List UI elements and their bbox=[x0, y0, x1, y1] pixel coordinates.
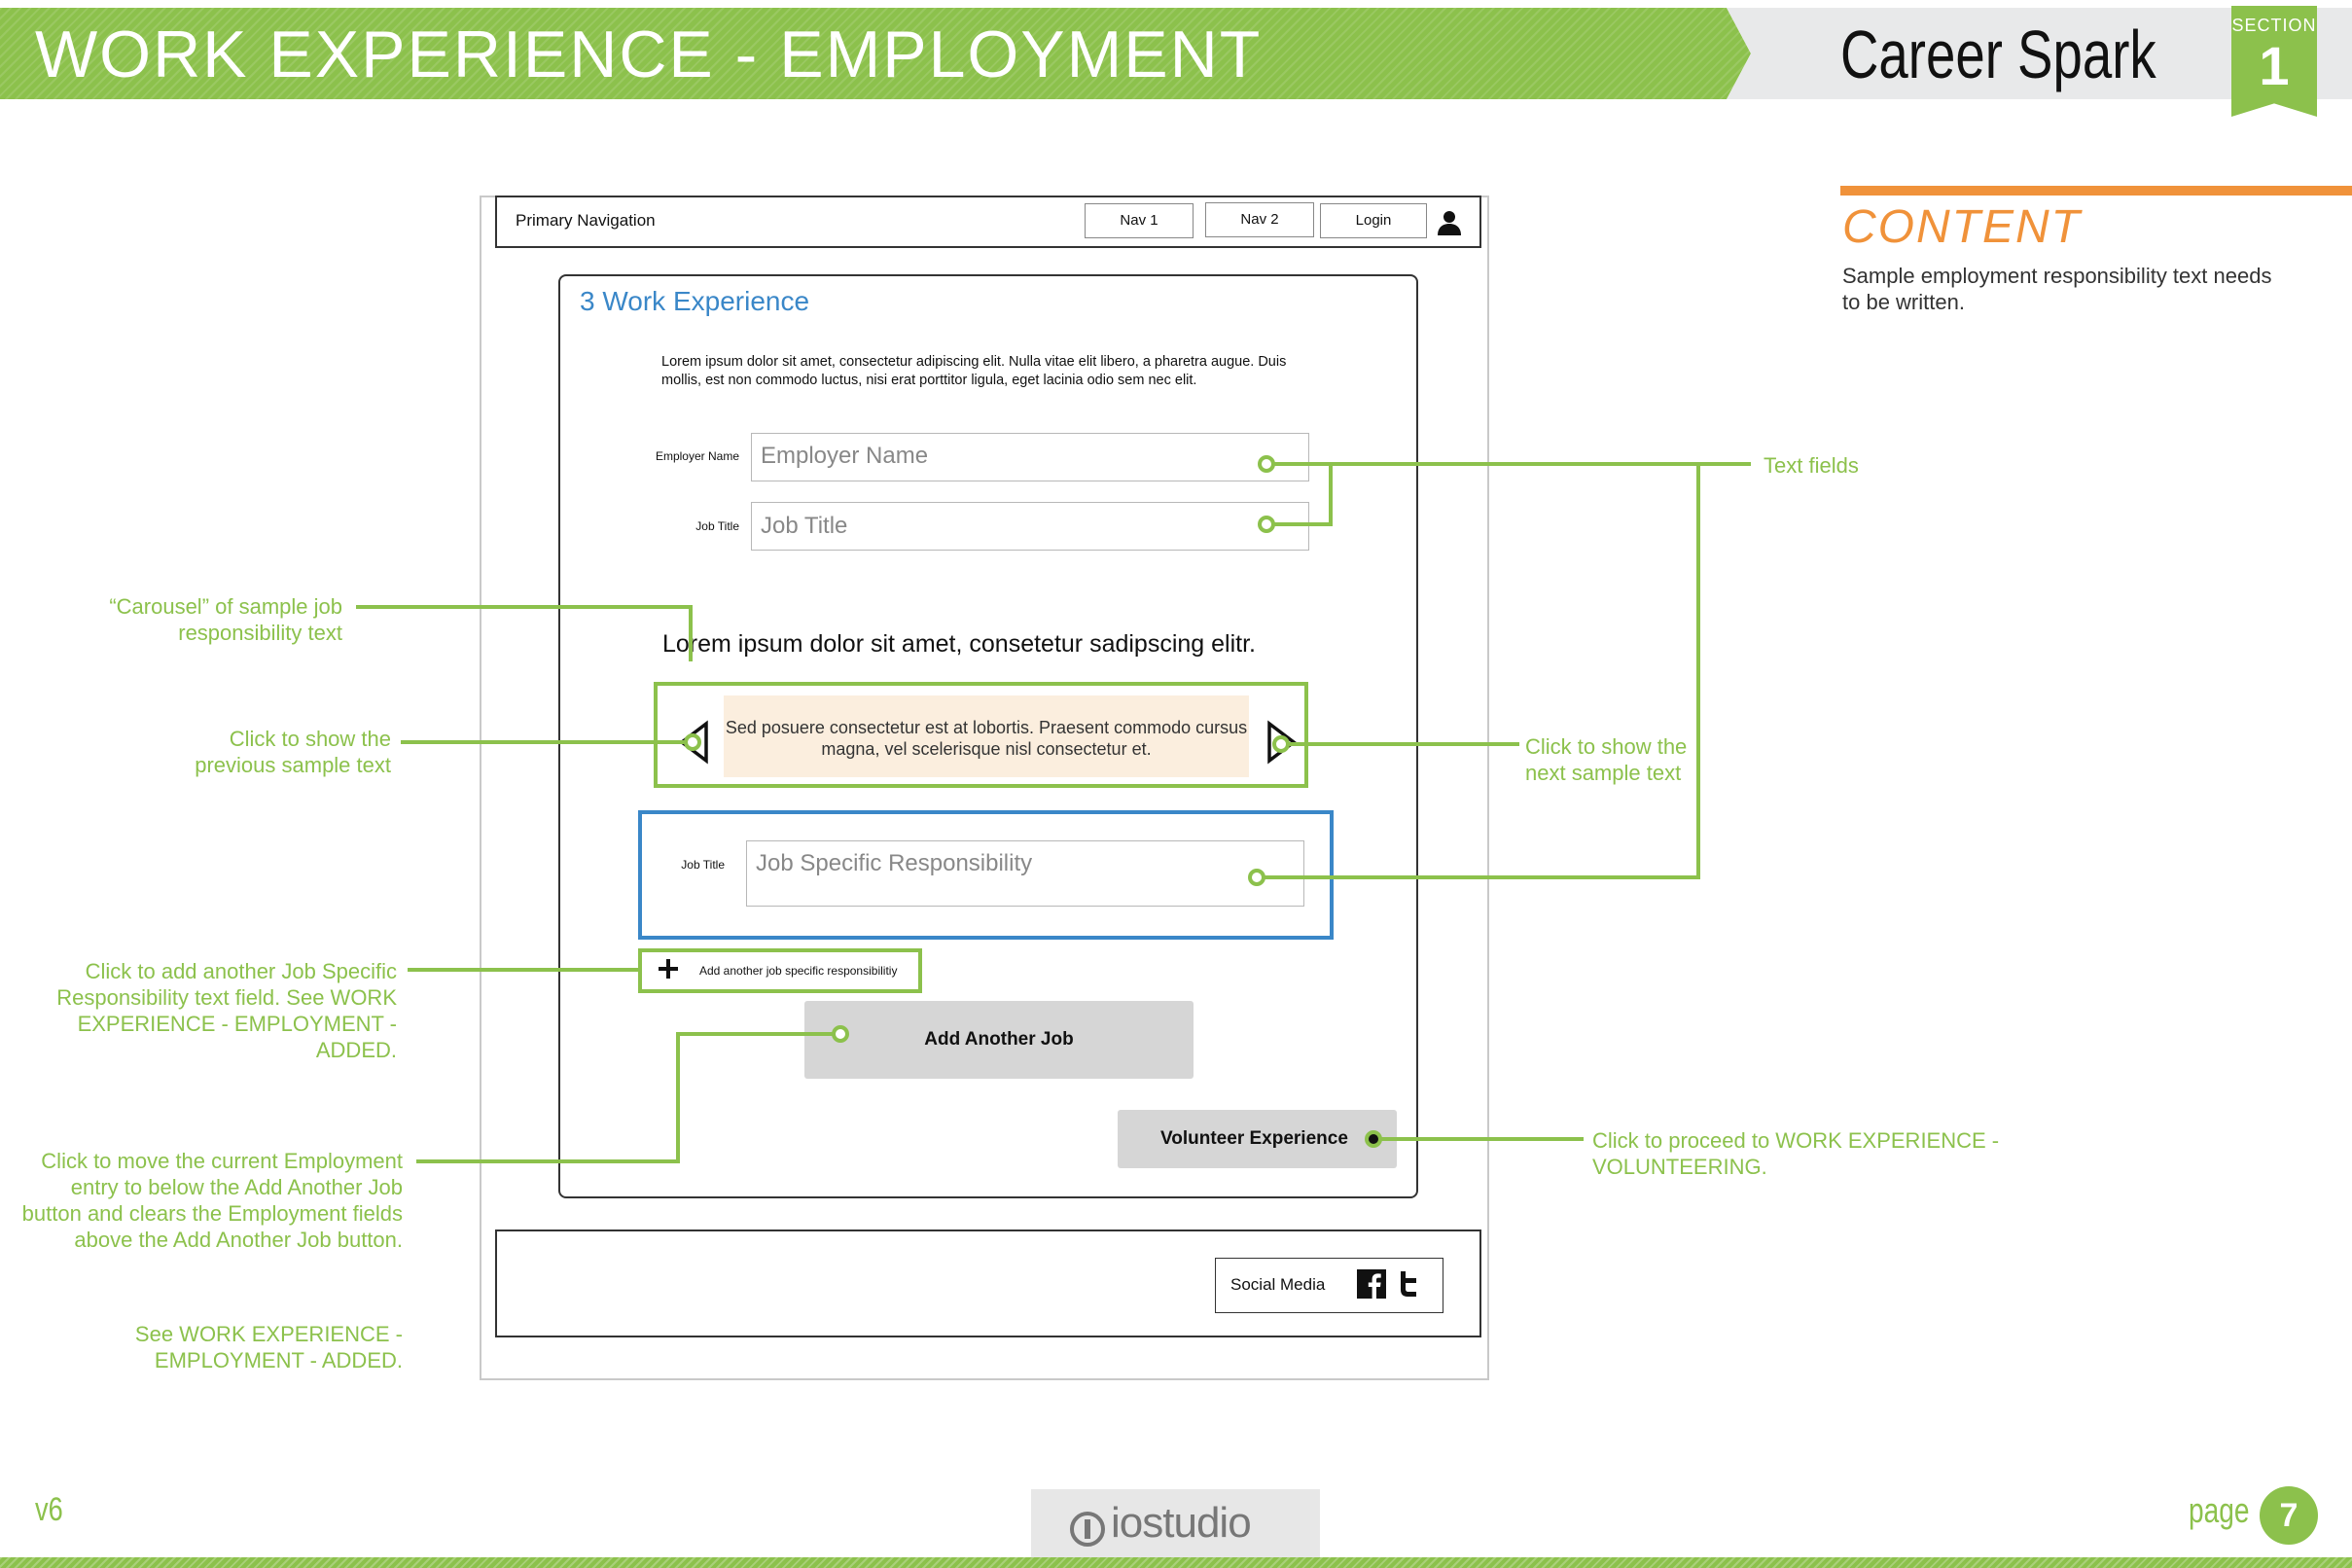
page-number: 7 bbox=[2260, 1486, 2318, 1545]
nav-1-button[interactable]: Nav 1 bbox=[1085, 203, 1194, 238]
intro-text: Lorem ipsum dolor sit amet, consectetur adipiscing elit. Nulla vitae elit libero, a pharetra augue. Duis mollis, est non commodo luctus, nisi erat porttitor ligula, eget lacinia odio sem nec elit. bbox=[661, 354, 1287, 388]
login-button[interactable]: Login bbox=[1320, 203, 1427, 238]
section-label: SECTION bbox=[2231, 16, 2317, 35]
responsibility-label: Job Title bbox=[681, 858, 725, 872]
annotation-previous: Click to show the previous sample text bbox=[195, 727, 391, 777]
content-divider bbox=[1840, 186, 2352, 196]
logo-wordmark: iostudio bbox=[1111, 1499, 1251, 1547]
carousel-previous-icon[interactable] bbox=[678, 720, 711, 765]
twitter-icon[interactable] bbox=[1395, 1269, 1422, 1299]
page-label: page bbox=[2189, 1490, 2250, 1530]
nav-2-button[interactable]: Nav 2 bbox=[1205, 202, 1314, 237]
primary-navigation-label: Primary Navigation bbox=[516, 211, 656, 230]
content-heading: CONTENT bbox=[1842, 201, 2082, 253]
content-body: Sample employment responsibility text needs to be written. bbox=[1842, 264, 2272, 314]
annotation-add-responsibility: Click to add another Job Specific Responsibility text field. See WORK EXPERIENCE - EMPLOYMENT - ADDED. bbox=[56, 959, 397, 1062]
version-label: v6 bbox=[35, 1491, 63, 1528]
annotation-carousel: “Carousel” of sample job responsibility text bbox=[109, 594, 342, 645]
annotation-see-added: See WORK EXPERIENCE - EMPLOYMENT - ADDED. bbox=[134, 1322, 403, 1372]
carousel-sample-text[interactable]: Sed posuere consectetur est at lobortis. Praesent commodo cursus magna, vel scelerisque nisl consectetur et. bbox=[724, 695, 1249, 777]
annotation-next: Click to show the next sample text bbox=[1525, 734, 1688, 785]
employer-name-field[interactable]: Employer Name bbox=[751, 433, 1309, 481]
social-media-label: Social Media bbox=[1230, 1275, 1326, 1294]
carousel-heading: Lorem ipsum dolor sit amet, consetetur sadipscing elitr. bbox=[662, 630, 1256, 658]
facebook-icon[interactable] bbox=[1357, 1269, 1386, 1299]
job-title-field[interactable]: Job Title bbox=[751, 502, 1309, 551]
section-number: 1 bbox=[2259, 35, 2290, 96]
brand-name: Career Spark bbox=[1840, 17, 2156, 92]
carousel-next-icon[interactable] bbox=[1265, 720, 1298, 765]
job-title-label: Job Title bbox=[695, 519, 739, 533]
page-title: WORK EXPERIENCE - EMPLOYMENT bbox=[35, 18, 1263, 91]
iostudio-logo-text bbox=[1068, 1496, 1251, 1550]
annotation-proceed: Click to proceed to WORK EXPERIENCE - VOLUNTEERING. bbox=[1592, 1128, 2000, 1179]
plus-icon bbox=[658, 958, 679, 980]
volunteer-experience-button[interactable]: Volunteer Experience bbox=[1118, 1110, 1397, 1168]
annotation-text-fields: Text fields bbox=[1764, 453, 1859, 478]
form-title: 3 Work Experience bbox=[580, 286, 810, 316]
add-responsibility-label: Add another job specific responsibilitiy bbox=[699, 964, 898, 978]
bottom-stripe bbox=[0, 1557, 2352, 1568]
annotation-move-entry: Click to move the current Employment entry to below the Add Another Job button and clears the Employment fields above the Add Another Job button. bbox=[21, 1149, 403, 1252]
employer-name-label: Employer Name bbox=[655, 449, 739, 463]
job-specific-responsibility-field[interactable]: Job Specific Responsibility bbox=[746, 840, 1304, 907]
user-icon[interactable] bbox=[1435, 208, 1464, 237]
add-another-job-button[interactable]: Add Another Job bbox=[804, 1001, 1194, 1079]
